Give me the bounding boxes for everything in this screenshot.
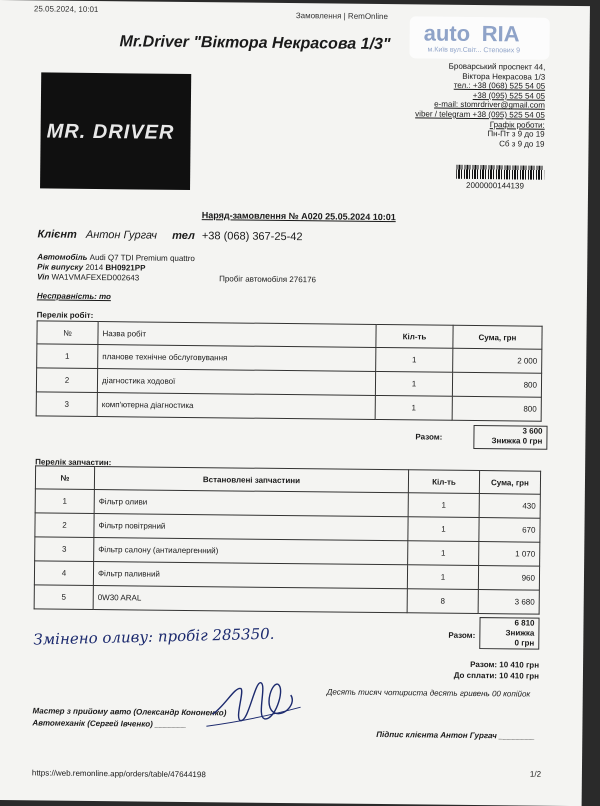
order-heading: Наряд-замовлення № A020 25.05.2024 10:01 [201,210,396,223]
part-name: Фільтр повітряний [94,514,408,541]
works-col-sum: Сума, грн [453,325,542,349]
parts-col-qty: Кіл-ть [408,470,479,494]
page-title: Mr.Driver "Віктора Некрасова 1/3" [119,33,391,54]
work-name: планове технічне обслуговування [98,345,376,372]
work-name: комп'ютерна діагностика [97,393,375,420]
summary-total: Разом: 10 410 грн [470,659,540,670]
part-sum: 1 070 [479,542,540,567]
works-total-label: Разом: [415,432,443,442]
client-phone: +38 (068) 367-25-42 [201,230,303,244]
handwritten-note: Змінено оливу: пробіг 285350. [33,624,275,649]
phone-line-1: тел.: +38 (068) 525 54 05 [453,80,546,91]
company-contacts [415,61,546,149]
footer-url[interactable]: https://web.remonline.app/orders/table/47644198 [31,768,206,780]
car-model: Audi Q7 TDI Premium quattro [89,252,195,264]
work-qty: 1 [375,371,452,396]
logo-text: MR. DRIVER [46,120,175,144]
part-name: Фільтр паливний [93,562,407,589]
schedule-weekdays: Пн-Пт з 9 до 19 [487,129,545,139]
watermark [409,16,549,59]
parts-table [34,465,541,614]
parts-total-label: Разом: [448,630,476,641]
parts-col-number: № [35,466,94,490]
work-qty: 1 [376,347,453,372]
car-model-label: Автомобіль [37,252,88,262]
works-total-box [473,425,547,450]
work-name: діагностика ходової [97,369,375,396]
fault-description: Несправність: то [36,291,111,302]
part-sum: 430 [479,494,540,519]
mileage [219,274,316,284]
works-col-qty: Кіл-ть [376,324,453,348]
signature-scribble [204,666,305,737]
part-name: Фільтр оливи [94,490,408,517]
parts-discount-label: Знижка [505,628,535,638]
watermark-sub: м.Київ вул.Світ... Степових 9 [427,46,521,55]
part-name: Фільтр салону (антиалергенний) [94,538,408,565]
watermark-brand-left: auto [423,20,471,46]
phone-line-2: +38 (095) 525 54 05 [472,90,546,101]
part-sum: 960 [478,566,539,591]
messenger-line: viber / telegram +38 (095) 525 54 05 [415,109,545,120]
work-number: 1 [37,344,98,369]
address-line-2: Віктора Некрасова 1/3 [462,71,546,82]
order-summary [454,659,539,682]
page-number: 1/2 [529,769,542,779]
mileage-label: Пробіг автомобіля [219,274,288,285]
mileage-value: 276176 [289,275,317,285]
schedule-saturday: Сб з 9 до 19 [499,138,545,149]
summary-to-pay: До сплати: 10 410 грн [453,670,539,681]
car-plate: BH0921PP [105,263,146,273]
client-label: Клієнт [37,228,77,241]
schedule-label: Графік роботи: [489,119,545,130]
car-year: 2014 [85,262,104,273]
car-vin-label: Vin [37,272,50,282]
work-sum: 800 [452,372,541,397]
table-row [34,585,539,614]
print-doc-name: Замовлення | RemOnline [295,11,389,22]
works-col-number: № [37,321,98,345]
client-row [37,228,302,243]
part-number: 2 [35,513,94,538]
works-title: Перелік робіт: [36,310,94,320]
parts-total-box [479,617,539,650]
work-number: 3 [36,392,97,417]
work-number: 2 [36,368,97,393]
part-sum: 3 680 [478,590,539,615]
part-number: 4 [34,561,93,586]
car-year-label: Рік випуску [37,262,84,272]
address-line-1: Броварський проспект 44, [448,61,546,72]
part-qty: 1 [408,541,479,566]
part-number: 5 [34,585,93,610]
part-qty: 1 [408,493,479,518]
works-total: 3 600 [522,426,543,436]
work-sum: 800 [452,396,541,421]
part-qty: 8 [407,589,478,614]
part-qty: 1 [407,565,478,590]
parts-col-name: Встановлені запчастини [94,467,408,493]
works-col-name: Назва робіт [98,322,376,348]
phone-label: тел [172,229,195,243]
table-row [36,392,541,421]
work-qty: 1 [375,395,452,420]
part-name: 0W30 ARAL [93,586,407,613]
parts-total: 6 810 [514,618,535,628]
client-name: Антон Гургач [85,228,158,242]
print-date: 25.05.2024, 10:01 [33,4,99,15]
work-sum: 2 000 [453,348,542,373]
parts-discount: 0 грн [514,638,535,648]
watermark-brand-right: RIA [481,21,520,47]
parts-title: Перелік запчастин: [35,457,112,468]
barcode-number: 2000000144139 [466,180,524,191]
master-signature-line: Мастер з прийому авто (Олександр Кононенко) [32,706,227,718]
works-discount: Знижка 0 грн [491,436,543,446]
barcode [456,165,544,180]
client-signature-line: Підпис клієнта Антон Гургач ________ [376,729,535,741]
car-vin: WA1VMAFEXED002643 [51,272,140,283]
part-number: 1 [35,489,94,514]
email-line: e-mail: stomrdriver@gmail.com [434,99,545,111]
works-table [36,320,543,421]
part-qty: 1 [408,517,479,542]
mechanic-signature-line: Автомеханік (Сергей Івченко) _______ [32,718,187,729]
car-info [37,252,195,284]
parts-col-sum: Сума, грн [479,471,540,495]
part-number: 3 [35,537,94,562]
amount-in-words: Десять тисяч чотириста десять гривень 00 копійок [326,687,531,699]
part-sum: 670 [479,518,540,543]
company-logo [40,72,191,190]
